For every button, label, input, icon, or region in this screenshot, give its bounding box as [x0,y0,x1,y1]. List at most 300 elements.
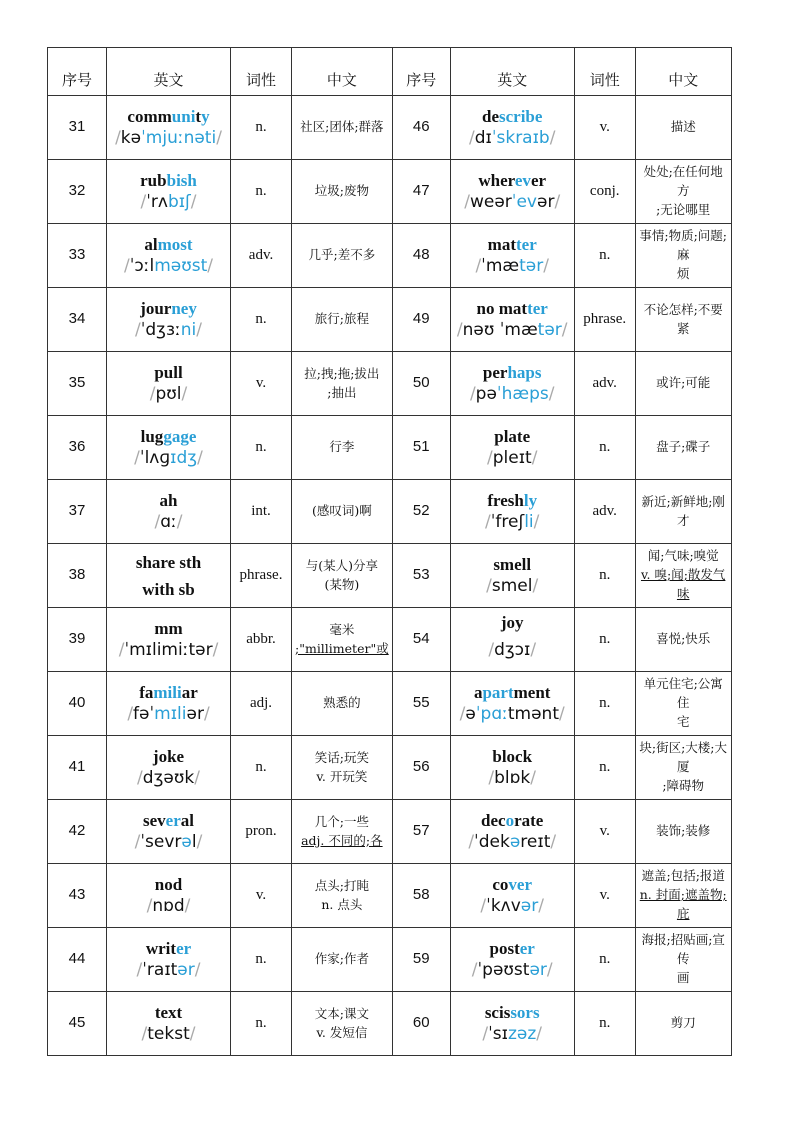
english-cell [107,480,231,544]
row-number: 60 [392,992,450,1056]
phonetic [110,767,227,789]
row-number: 51 [392,416,450,480]
phonetic [454,447,571,469]
phonetic-slash: / [134,447,140,468]
part-of-speech: v. [574,864,635,928]
chinese-cell [635,96,731,160]
chinese-line: ;障碍物 [662,777,705,793]
phonetic [110,1023,227,1045]
part-of-speech: n. [231,96,292,160]
chinese-line: 文本;课文 [314,1005,369,1021]
phonetic-part: ˈraɪt [142,959,178,980]
word-part: scis [484,1002,511,1022]
english-word [110,107,227,127]
part-of-speech: n. [231,160,292,224]
chinese-line: 或许;可能 [656,375,711,391]
row-number: 36 [48,416,107,480]
chinese-line: n. 点头 [321,896,363,912]
english-cell [107,736,231,800]
row-number: 40 [48,672,107,736]
phonetic-part: ɪdʒ [170,447,198,468]
phonetic-slash: / [464,191,470,212]
phonetic-part: ə [181,831,192,852]
phonetic [454,1023,571,1045]
english-word: joy [500,612,524,632]
phonetic-part: pleɪt [492,447,532,468]
phonetic [110,191,227,213]
phonetic-slash: / [533,511,540,532]
chinese-line: 几乎;差不多 [308,247,376,263]
chinese-cell [635,288,731,352]
phonetic-part: smel [491,575,533,596]
phonetic [454,767,571,789]
part-of-speech: adv. [231,224,292,288]
chinese-cell [292,224,393,288]
phonetic-slash: / [549,127,556,148]
word-part: de [481,106,499,126]
phonetic-slash: / [486,447,493,468]
part-of-speech: n. [574,992,635,1056]
phonetic-slash: / [196,831,203,852]
word-part: ver [508,874,533,894]
word-part: ah [159,490,178,510]
phonetic-part: ˈpəʊst [477,959,530,980]
phonetic-slash: / [488,639,495,660]
row-number: 49 [392,288,450,352]
phonetic-slash: / [124,255,130,276]
chinese-cell [635,736,731,800]
english-cell [107,96,231,160]
chinese-cell [292,544,393,608]
row-number: 37 [48,480,107,544]
english-word [454,427,571,447]
row-number: 50 [392,352,450,416]
phonetic [454,383,571,405]
phonetic-slash: / [136,959,143,980]
word-part: dec [481,810,506,830]
row-number: 56 [392,736,450,800]
chinese-line: ;"millimeter"或 [295,640,389,656]
english-word [110,427,227,447]
chinese-line: 几个;一些 [314,813,369,829]
part-of-speech: phrase. [574,288,635,352]
chinese-line: 剪刀 [670,1015,696,1031]
english-word: with sb [142,579,195,599]
english-cell [450,800,574,864]
chinese-line: 海报;招贴画;宣传 [641,932,725,967]
part-of-speech: n. [574,736,635,800]
english-word [454,491,571,511]
word-part: mat [487,234,516,254]
chinese-cell [292,672,393,736]
row-number: 39 [48,608,107,672]
header-cell: 中文 [635,48,731,96]
row-number: 53 [392,544,450,608]
phonetic-part: ɑː [160,511,177,532]
word-part: t [195,106,202,126]
english-word [110,747,227,767]
chinese-line: v. 发短信 [316,1024,368,1040]
word-part: gage [163,426,197,446]
phonetic-part: li [524,511,534,532]
english-cell [450,288,574,352]
table-row [48,608,732,672]
phonetic-part: kə [120,127,142,148]
phonetic [110,383,227,405]
phonetic [110,703,227,725]
english-cell [107,160,231,224]
english-cell [450,672,574,736]
chinese-cell [635,864,731,928]
part-of-speech: v. [574,96,635,160]
english-word [454,747,571,767]
phonetic-slash: / [469,383,476,404]
phonetic-part: ər [520,895,539,916]
phonetic-part: dɪ [474,127,492,148]
phonetic-part: tekst [147,1023,190,1044]
phonetic-slash: / [190,191,197,212]
chinese-line: 闻;气味;嗅觉 [647,548,719,564]
part-of-speech: n. [231,992,292,1056]
phonetic-part: nɒd [152,895,185,916]
english-word [110,811,227,831]
row-number: 57 [392,800,450,864]
phonetic-slash: / [207,255,213,276]
phonetic-slash: / [558,703,565,724]
english-cell [450,224,574,288]
english-cell [450,160,574,224]
chinese-line: 处处;在任何地方 [643,164,723,199]
phonetic-slash: / [468,127,475,148]
word-part: block [492,746,533,766]
phonetic-part: ˈpɑː [475,703,508,724]
row-number: 48 [392,224,450,288]
phonetic [110,959,227,981]
word-part: bish [166,170,197,190]
chinese-cell [635,224,731,288]
english-word: smell [493,554,532,574]
word-part: ev [514,170,531,190]
phonetic-slash: / [184,895,191,916]
chinese-cell [635,352,731,416]
part-of-speech: pron. [231,800,292,864]
english-cell [450,416,574,480]
phonetic-slash: / [468,831,475,852]
phonetic [454,127,571,149]
table-row [48,992,732,1056]
chinese-line: 新近;新鲜地;刚才 [641,493,725,528]
part-of-speech: n. [574,544,635,608]
header-cell: 中文 [292,48,393,96]
chinese-line: 烦 [676,265,690,281]
phonetic-part: ə [465,703,476,724]
english-word [454,107,571,127]
word-part: mili [153,682,182,702]
english-cell [450,608,574,672]
chinese-line: 宅 [676,713,690,729]
word-part: ment [513,682,551,702]
phonetic [454,575,571,597]
row-number: 33 [48,224,107,288]
chinese-line: adj. 不同的;各 [301,832,383,848]
part-of-speech: n. [574,928,635,992]
chinese-line: 描述 [670,119,696,135]
chinese-line: 行李 [329,439,355,455]
phonetic-slash: / [115,127,121,148]
english-cell [450,928,574,992]
word-part: writ [145,938,177,958]
english-word [454,1003,571,1023]
english-cell [107,864,231,928]
phonetic-part: zəz [507,1023,537,1044]
word-part: a [473,682,483,702]
row-number: 47 [392,160,450,224]
row-number: 46 [392,96,450,160]
phonetic-part: pʊl [155,383,182,404]
table-row [48,416,732,480]
chinese-cell [635,544,731,608]
phonetic-slash: / [488,767,495,788]
phonetic-part: reɪt [520,831,551,852]
phonetic-part: ˈɔːl [129,255,155,276]
chinese-line: 盘子;碟子 [656,439,711,455]
row-number: 55 [392,672,450,736]
word-part: al [144,234,158,254]
word-part: rate [514,810,544,830]
phonetic-slash: / [194,959,201,980]
word-part: haps [507,362,542,382]
chinese-line: 笑话;玩笑 [314,749,369,765]
phonetic-slash: / [531,447,538,468]
row-number: 43 [48,864,107,928]
english-cell [107,544,231,608]
phonetic-slash: / [127,703,134,724]
word-part: per [482,362,508,382]
phonetic-slash: / [134,831,141,852]
word-part: no mat [476,298,528,318]
english-word [454,875,571,895]
part-of-speech: adj. [231,672,292,736]
part-of-speech: n. [574,672,635,736]
phonetic-slash: / [196,319,203,340]
chinese-line: 块;街区;大楼;大厦 [639,740,728,775]
english-word [454,363,571,383]
phonetic-part: ˈsevr [140,831,182,852]
row-number: 31 [48,96,107,160]
word-part: rub [140,170,167,190]
phonetic-slash: / [485,511,491,532]
chinese-cell [635,672,731,736]
word-part: ly [523,490,538,510]
phonetic-part: ˈkʌv [486,895,521,916]
phonetic-slash: / [482,1023,489,1044]
english-cell [450,352,574,416]
word-part: fa [139,682,154,702]
phonetic-slash: / [456,319,463,340]
chinese-line: 喜悦;快乐 [656,631,711,647]
table-row [48,352,732,416]
table-row [48,928,732,992]
row-number: 45 [48,992,107,1056]
phonetic-slash: / [480,895,487,916]
part-of-speech: n. [231,736,292,800]
phonetic-slash: / [181,383,188,404]
phonetic [454,895,571,917]
phonetic-part: mɪli [154,703,187,724]
table-row [48,288,732,352]
phonetic-slash: / [475,255,482,276]
english-word [110,299,227,319]
word-part: sev [143,810,166,830]
row-number: 44 [48,928,107,992]
word-part: ney [171,298,197,318]
phonetic [454,831,571,853]
chinese-line: 装饰;装修 [656,823,711,839]
phonetic-slash: / [118,639,125,660]
part-of-speech: n. [574,416,635,480]
phonetic-slash: / [536,1023,543,1044]
phonetic-slash: / [146,895,153,916]
phonetic-part: ˈmæ [481,255,520,276]
chinese-line: n. 封面;遮盖物;庇 [639,887,727,921]
word-part: ar [181,682,198,702]
table-row [48,800,732,864]
chinese-cell [292,96,393,160]
header-cell: 英文 [450,48,574,96]
word-part: o [505,810,515,830]
english-word [110,875,227,895]
part-of-speech: int. [231,480,292,544]
word-part: text [154,1002,183,1022]
phonetic-slash: / [546,959,553,980]
chinese-line: v. 嗅;闻;散发气味 [640,567,726,601]
phonetic [110,895,227,917]
phonetic-part: tmənt [507,703,559,724]
phonetic-part: məʊst [154,255,208,276]
phonetic-part: ər [536,191,555,212]
word-part: jour [140,298,172,318]
row-number: 38 [48,544,107,608]
row-number: 32 [48,160,107,224]
chinese-cell [292,928,393,992]
phonetic-part: ˈdʒɜː [140,319,181,340]
table-row [48,736,732,800]
phonetic-slash: / [212,639,219,660]
chinese-cell [292,736,393,800]
phonetic-part: ˈdek [474,831,510,852]
word-part: lug [140,426,164,446]
phonetic-slash: / [176,511,183,532]
part-of-speech: v. [574,800,635,864]
phonetic [454,319,571,341]
phonetic-part: ˈmɪlimiːtər [124,639,213,660]
word-part: er [176,938,192,958]
english-word [454,683,571,703]
phonetic-part: fəˈ [133,703,155,724]
row-number: 41 [48,736,107,800]
phonetic [454,191,571,213]
english-word [454,235,571,255]
word-part: y [201,106,210,126]
chinese-cell [292,608,393,672]
word-part: co [492,874,509,894]
phonetic-slash: / [194,767,200,788]
word-part: pull [154,362,183,382]
chinese-line: 画 [676,969,690,985]
row-number: 34 [48,288,107,352]
part-of-speech: n. [574,608,635,672]
word-part: sors [510,1002,540,1022]
english-cell [107,800,231,864]
chinese-line: 与(某人)分享 [305,557,378,573]
part-of-speech: conj. [574,160,635,224]
phonetic-slash: / [189,1023,196,1044]
phonetic [110,447,227,469]
header-cell: 英文 [107,48,231,96]
chinese-line: 事情;物质;问题;麻 [639,228,728,263]
english-word [110,235,227,255]
chinese-line: 毫米 [329,621,355,637]
word-part: plate [494,426,531,446]
table-row [48,96,732,160]
chinese-cell [292,160,393,224]
header-cell: 词性 [574,48,635,96]
table-row [48,864,732,928]
part-of-speech: v. [231,352,292,416]
english-word [110,363,227,383]
chinese-line: 不论怎样;不要紧 [643,301,723,336]
phonetic [110,319,227,341]
part-of-speech: n. [231,288,292,352]
english-word [454,299,571,319]
vocab-table [47,47,732,1056]
english-cell [450,736,574,800]
part-of-speech: adv. [574,352,635,416]
chinese-line: ;无论哪里 [656,201,711,217]
phonetic-slash: / [543,255,549,276]
phonetic-slash: / [459,703,466,724]
phonetic [454,511,571,533]
phonetic-part: ər [529,959,547,980]
phonetic-part: ˈev [511,191,537,212]
table-row [48,672,732,736]
word-part: post [489,938,520,958]
phonetic-slash: / [554,191,561,212]
english-word [454,939,571,959]
phonetic [454,255,571,277]
english-cell [107,352,231,416]
chinese-cell [292,864,393,928]
word-part: fresh [487,490,524,510]
header-cell: 词性 [231,48,292,96]
phonetic-part: ˈskraɪb [491,127,550,148]
english-cell [107,928,231,992]
phonetic-part: tər [537,319,562,340]
word-part: comm [127,106,172,126]
phonetic-part: ˈlʌɡ [139,447,171,468]
chinese-line: 社区;团体;群落 [300,119,384,135]
chinese-line: 单元住宅;公寓住 [643,676,723,711]
table-row [48,160,732,224]
chinese-line: 旅行;旅程 [314,311,369,327]
phonetic-part: pə [475,383,497,404]
phonetic-part: tər [519,255,544,276]
phonetic [454,959,571,981]
english-word [110,683,227,703]
row-number: 58 [392,864,450,928]
chinese-cell [635,416,731,480]
phonetic-part: nəʊ ˈmæ [462,319,538,340]
